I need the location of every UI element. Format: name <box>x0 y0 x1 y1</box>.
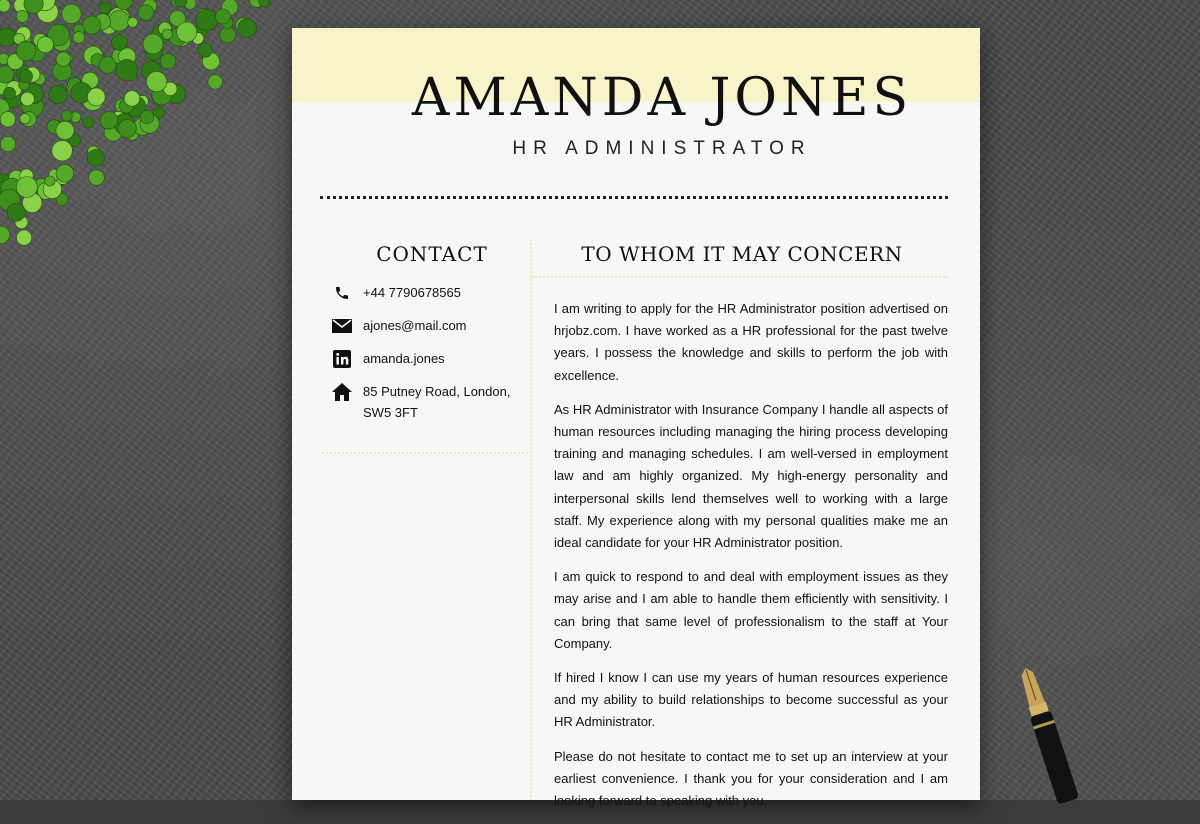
candidate-job-title: HR ADMINISTRATOR <box>512 138 812 159</box>
column-divider <box>530 240 532 800</box>
letter-salutation: TO WHOM IT MAY CONCERN <box>581 242 903 266</box>
letter-body <box>554 298 948 824</box>
contact-email <box>332 315 522 336</box>
contact-phone <box>332 282 522 303</box>
phone-icon <box>332 283 352 303</box>
letter-paragraph: As HR Administrator with Insurance Company I handle all aspects of human resources including managing the hiring process developing training and managing schedules. I am well-versed in employment law and am highly organized. My high-energy personality and interpersonal skills lend themselves well to working with a large staff. My experience along with my personal qualities make me an ideal candidate for your HR Administrator position. <box>554 401 948 551</box>
contact-linkedin-text: amanda.jones <box>363 351 445 366</box>
contact-list <box>332 282 522 435</box>
letter-paragraph: Please do not hesitate to contact me to set up an interview at your earliest convenience. I thank you for your consideration and I am looking forward to speaking with you. <box>554 748 948 809</box>
contact-phone-text: +44 7790678565 <box>363 285 461 300</box>
contact-email-text: ajones@mail.com <box>363 318 467 333</box>
letter-paragraph: I am writing to apply for the HR Administrator position advertised on hrjobz.com. I have worked as a HR professional for the past twelve years. I possess the knowledge and skills to perform the job with excellence. <box>554 301 948 383</box>
fountain-pen-decoration <box>1010 660 1100 800</box>
letter-heading-divider <box>532 276 948 278</box>
contact-section-divider <box>322 452 528 454</box>
contact-address <box>332 381 522 423</box>
contact-heading: CONTACT <box>376 242 488 266</box>
linkedin-icon <box>332 349 352 369</box>
header-divider <box>320 196 948 199</box>
home-icon <box>332 382 352 402</box>
plant-decoration <box>0 0 280 250</box>
letter-paragraph: If hired I know I can use my years of human resources experience and my ability to build relationships to become successful as your HR Administrator. <box>554 670 948 730</box>
letter-paragraph: I am quick to respond to and deal with employment issues as they may arise and I am able to handle them efficiently with sensitivity. I can bring that same level of professionalism to the staff at Your Company. <box>554 569 948 651</box>
contact-linkedin <box>332 348 522 369</box>
candidate-name: AMANDA JONES <box>411 68 913 128</box>
mail-icon <box>332 316 352 336</box>
cover-letter-page <box>292 28 980 809</box>
contact-address-text: 85 Putney Road, London, SW5 3FT <box>363 384 511 420</box>
